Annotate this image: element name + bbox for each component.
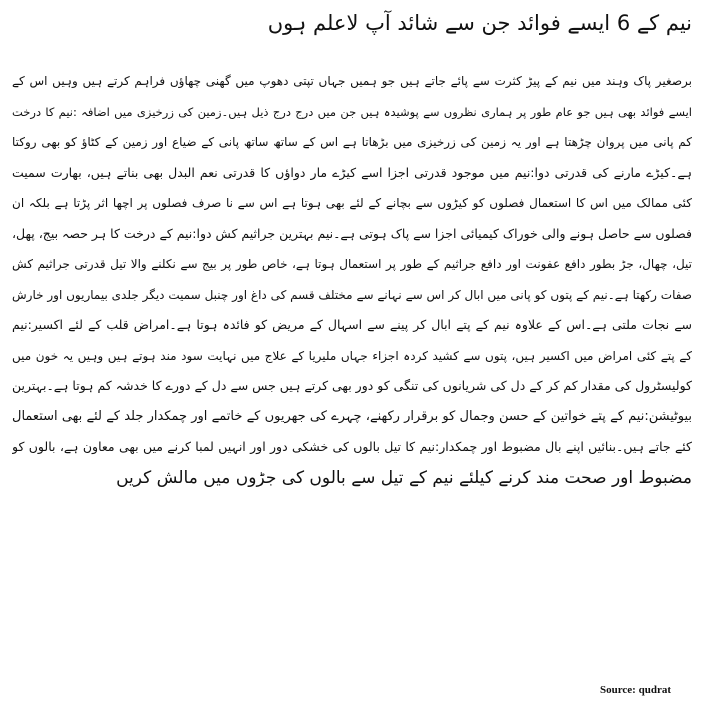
- body-line-1: برصغیر پاک وہند میں نیم کے پیڑ کثرت سے پائے جاتے ہیں جو ہمیں جہاں تپتی دھوپ میں گھنی چھاؤں فراہم کرتے ہیں وہیں اس کے: [12, 74, 692, 88]
- body-line-6: فصلوں سے حاصل ہونے والی خوراک کیمیائی اجزا سے پاک ہوتی ہے۔نیم بہترین جراثیم کش دوا:نیم کے درخت کا ہر حصہ بیج، پھل،: [12, 225, 692, 241]
- body-line-13: کئے جاتے ہیں۔بنائیں اپنے بال مضبوط اور چمکدار:نیم کا تیل بالوں کی خشکی دور اور انہیں لمبا کرنے میں بھی معاون ہے، بالوں کو: [12, 439, 692, 454]
- body-line-3: کم پانی میں پروان چڑھتا ہے اور یہ زمین کی زرخیزی میں بڑھاتا ہے اس کے ساتھ ساتھ پانی کے ضیاع اور زمین کے کٹاؤ کو بھی روکتا: [12, 135, 692, 149]
- body-line-14: مضبوط اور صحت مند کرنے کیلئے نیم کے تیل سے بالوں کی جڑوں میں مالش کریں: [116, 467, 692, 488]
- body-line-7: تیل، چھال، جڑ بطور دافع عفونت اور دافع جراثیم کے طور پر استعمال ہوتا ہے، خاص طور پر بیج سے نکلنے والا تیل قدرتی جراثیم کش: [12, 257, 692, 271]
- body-line-8: صفات رکھتا ہے۔نیم کے پتوں کو پانی میں ابال کر اس سے نہانے سے مختلف قسم کی داغ اور چنبل سمیت دیگر جلدی بیماریوں اور خارش: [12, 287, 692, 302]
- body-line-12: بیوٹیشن:نیم کے پتے خواتین کے حسن وجمال کو برقرار رکھنے، چہرے کی جھریوں کے خاتمے اور چمکدار جلد کے لئے بھی استعمال: [12, 408, 692, 424]
- body-line-9: سے نجات ملتی ہے۔اس کے علاوہ نیم کے پتے ابال کر پینے سے اسہال کے مریض کو فائدہ ہوتا ہے۔امراض قلب کے لئے اکسیر:نیم: [12, 317, 692, 332]
- body-line-2: ایسے فوائد بھی ہیں جو عام طور پر ہماری نظروں سے پوشیدہ ہیں جن میں درج درج ذیل ہیں۔زمین کی زرخیزی میں اضافہ :نیم کا درخت: [12, 104, 692, 119]
- body-line-11: کولیسٹرول کی مقدار کم کر کے دل کی شریانوں کی تنگی کو دور بھی کرتے ہیں جس سے دل کے دورے کا خدشہ کم ہوتا ہے۔بہترین: [12, 378, 692, 393]
- article-body: [12, 66, 692, 493]
- body-line-10: کے پتے کئی امراض میں اکسیر ہیں، پتوں سے کشید کردہ اجزاء جہاں ملیریا کے علاج میں نہایت سود مند ہوتے ہیں وہیں یہ خون میں: [12, 348, 692, 363]
- article-title: نیم کے 6 ایسے فوائد جن سے شائد آپ لاعلم ہوں: [267, 11, 692, 35]
- source-credit: Source: qudrat: [600, 684, 671, 696]
- body-line-5: کئی ممالک میں اس کا استعمال فصلوں کو کیڑوں سے بچانے کے لئے بھی ہوتا ہے اس سے نا صرف فصلوں پر اچھا اثر پڑتا ہے بلکہ ان: [12, 196, 692, 210]
- body-line-4: ہے۔کیڑے مارنے کی قدرتی دوا:نیم میں موجود قدرتی اجزا اسے کیڑے مار دواؤں کا قدرتی نعم البدل بھی بناتے ہیں، بھارت سمیت: [12, 164, 692, 180]
